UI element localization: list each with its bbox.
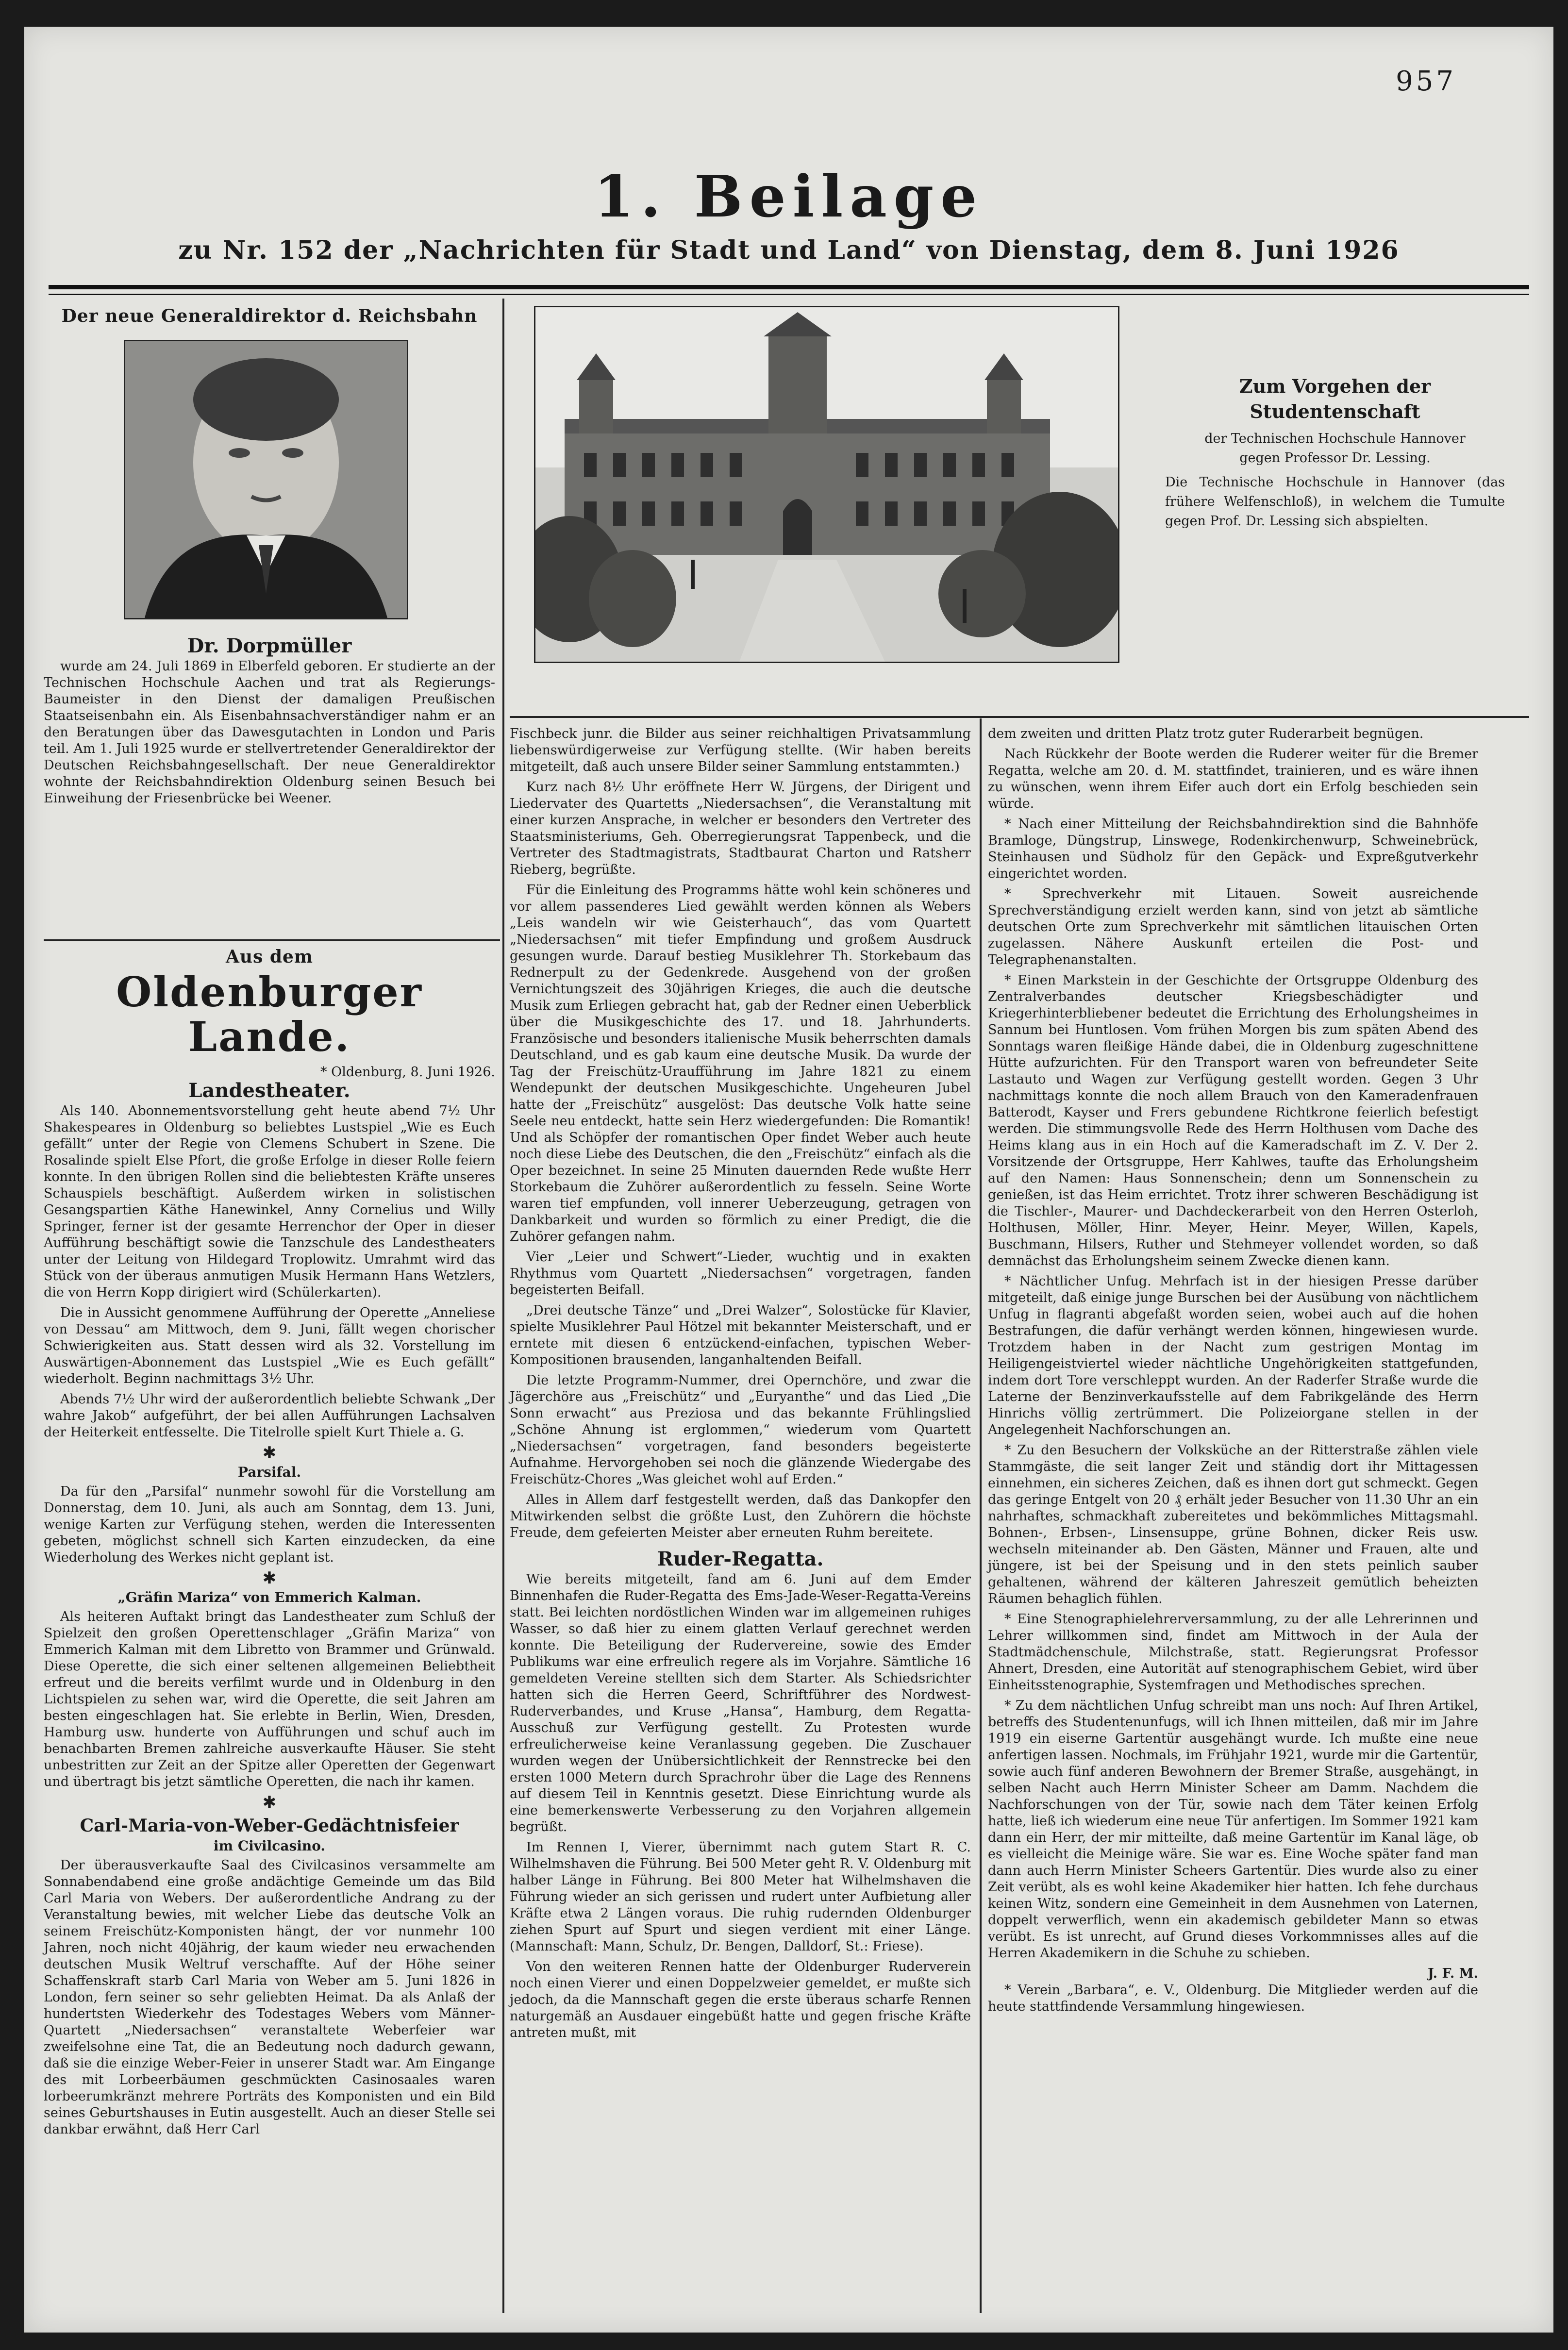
right-paragraph: * Zu den Besuchern der Volksküche an der Ritterstraße zählen viele Stammgäste, die seit langer Zeit und ständig dort ihr Mittagessen einnehmen, ein sicheres Zeichen, daß es ihnen dort gut schmeckt. Gegen das geringe Entgelt von 20 ₰ erhält jeder Besucher von 11.30 Uhr an ein nahrhaftes, schmackhaft zubereitetes und bekömmliches Mittagsmahl. Bohnen-, Erbsen-, Linsensuppe, grüne Bohnen, dicker Reis usw. wechseln miteinander ab. Den Gästen, Männer und Frauen, alte und jüngere, ist bei der Speisung und in den stets peinlich sauber gehaltenen, während der kälteren Jahreszeit gemütlich beheizten Räumen behaglich fühlen. [988,1443,1478,1606]
building-photo [534,306,1119,663]
right-paragraph: * Verein „Barbara“, e. V., Oldenburg. Die Mitglieder werden auf die heute stattfindende Versammlung hingewiesen. [988,1983,1478,2014]
portrait-article [44,631,495,811]
column-divider [980,718,982,2313]
middle-paragraph: Vier „Leier und Schwert“-Lieder, wuchtig und in exakten Rhythmus vom Quartett „Niedersachsen“ vorgetragen, fanden begeisterten Beifall. [510,1250,971,1298]
portrait-photo [124,340,408,619]
right-paragraph: * Nach einer Mitteilung der Reichsbahndirektion sind die Bahnhöfe Bramloge, Düngstrup, Linswege, Rodenkirchenwurp, Schweinebrück, Steinhausen und Südholz für den Gepäck- und Expreßgutverkehr eingerichtet worden. [988,817,1478,881]
photo-caption [1165,374,1505,531]
masthead-title: 1. Beilage [594,163,984,230]
building-image [535,307,1118,662]
masthead-rule [49,285,1529,289]
letter-signature: J. F. M. [1427,1966,1478,1981]
weber-paragraph: Der überausverkaufte Saal des Civilcasinos versammelte am Sonnabendabend eine große andächtige Gemeinde um das Bild Carl Maria von Webers. Der außerordentliche Andrang zu der Veranstaltung bewies, mit welcher Liebe das deutsche Volk an seinem Freischütz-Komponisten hängt, der vor nunmehr 100 Jahren, noch nicht 40jährig, der kaum wieder neu erwachenden deutschen Musik Weltruf verschaffte. Auf der Höhe seiner Schaffenskraft starb Carl Maria von Weber am 5. Juni 1826 in London, fern seiner so sehr geliebten Heimat. Da als Anlaß der hundertsten Wiederkehr des Todestages Webers vom Männer-Quartett „Niedersachsen“ veranstaltete Weberfeier war zweifelsohne eine Tat, die an Bedeutung noch dadurch gewann, daß sie die einzige Weber-Feier in unserer Stadt war. Am Eingange des mit Lorbeerbäumen geschmückten Casinosaales waren lorbeerumkränzt mehrere Porträts des Komponisten und ein Bild seines Geburtshauses in Eutin ausgestellt. Auch an dieser Stelle sei dankbar erwähnt, daß Herr Carl [44,1858,495,2137]
regatta-paragraph: Im Rennen I, Vierer, übernimmt nach gutem Start R. C. Wilhelmshaven die Führung. Bei 500 Meter geht R. V. Oldenburg mit halber Länge in Führung. Bei 800 Meter hat Wilhelmshaven die Führung wieder an sich gerissen und rudert unter Aufbietung aller Kräfte etwa 2 Längen voraus. Die ruhig rudernden Oldenburger ziehen Spurt auf Spurt und siegen verdient mit einer Länge. (Mannschaft: Mann, Schulz, Dr. Bengen, Dalldorf, St.: Friese). [510,1840,971,1954]
page-number: 957 [1396,66,1456,97]
right-paragraph: * Eine Stenographielehrerversammlung, zu der alle Lehrerinnen und Lehrer willkommen sind, findet am Mittwoch in der Aula der Stadtmädchenschule, Milchstraße, statt. Regierungsrat Professor Ahnert, Dresden, eine Autorität auf stenographischem Gebiet, wird über Einheitsstenographie, Systemfragen und Methodisches sprechen. [988,1612,1478,1693]
middle-paragraph: Alles in Allem darf festgestellt werden, daß das Dankopfer den Mitwirkenden selbst die größte Lust, den Zuhörern die höchste Freude, dem gefeierten Meister aber erneuten Ruhm bereitete. [510,1492,971,1540]
right-paragraph: * Sprechverkehr mit Litauen. Soweit ausreichende Sprechverständigung erzielt werden kann, sind von jetzt ab sämtliche deutschen Orte zum Sprechverkehr mit sämtlichen litauischen Orten zugelassen. Nähere Auskunft erteilen die Post- und Telegraphenanstalten. [988,886,1478,967]
weber-heading: Carl-Maria-von-Weber-Gedächtnisfeier [80,1816,459,1836]
masthead-rule-thin [49,294,1529,295]
middle-paragraph: Die letzte Programm-Nummer, drei Opernchöre, und zwar die Jägerchöre aus „Freischütz“ und „Euryanthe“ und das Lied „Die Sonn erwacht“ aus Preziosa und das bekannte Frühlingslied „Schöne Ahnung ist erglommen,“ wiederum vom Quartett „Niedersachsen“ vorgetragen, fand besonders begeisterte Aufnahme. Hervorgehoben sei noch die glänzende Wiedergabe des Freischütz-Chores „Was gleichet wohl auf Erden.“ [510,1373,971,1487]
caption-title: Studentenschaft [1250,400,1420,422]
masthead-subtitle: zu Nr. 152 der „Nachrichten für Stadt und Land“ von Dienstag, dem 8. Juni 1926 [178,235,1400,265]
right-column [988,726,1478,2019]
oldenburg-kicker: Aus dem [225,947,314,967]
caption-title: Zum Vorgehen der [1239,375,1431,397]
section-star: ✱ [262,1793,277,1812]
right-paragraph: * Zu dem nächtlichen Unfug schreibt man uns noch: Auf Ihren Artikel, betreffs des Studentenunfugs, will ich Ihnen mitteilen, daß mir im Jahre 1919 ein eiserne Gartentür ausgehängt wurde. Ich mußte eine neue anfertigen lassen. Nochmals, im Frühjahr 1921, wurde mir die Gartentür, sowie auch fünf anderen Bewohnern der Bremer Straße, ausgehängt, in selben Nacht auch Herrn Minister Scheer am Damm. Nachdem die Nachforschungen von der Tür, sowie nach dem Täter keinen Erfolg hatte, ließ ich wiederum eine neue Tür anfertigen. Im Sommer 1921 kam dann ein Herr, der mir mitteilte, daß meine Gartentür im Kanal läge, ob es vielleicht die Meinige wäre. Sie war es. Eine Woche später fand man dann auch Herrn Minister Scheers Gartentür. Dies wurde also zu einer Zeit verübt, als es wohl keine Akademiker hier hatten. Ich fehe durchaus keinen Witz, sondern eine Gemeinheit in dem Ausnehmen von Laternen, doppelt verwerflich, wenn ein akademisch gebildeter Mann so etwas verübt. Es ist unrecht, auf Grund dieses Vorkommnisses alles auf die Herren Akademikern in die Schuhe zu schieben. [988,1698,1478,1961]
regatta-paragraph: Wie bereits mitgeteilt, fand am 6. Juni auf dem Emder Binnenhafen die Ruder-Regatta des Ems-Jade-Weser-Regatta-Vereins statt. Bei leichten nordöstlichen Winden war im allgemeinen ruhiges Wasser, so daß hier zu einem glatten Verlauf gerechnet werden konnte. Die Beteiligung der Rudervereine, sowie des Emder Publikums war eine erfreulich regere als im Vorjahre. Sämtliche 16 gemeldeten Vereine stellten sich dem Starter. Als Schiedsrichter hatten sich die Herren Geerd, Schriftführer des Nordwest-Ruderverbandes, und Kruse „Hansa“, Hamburg, dem Regatta-Ausschuß zur Verfügung gestellt. Zu Protesten wurde erfreulicherweise keine Veranlassung gegeben. Die Zuschauer wurden wegen der Unübersichtlichkeit der Rennstrecke bei den ersten 1000 Metern durch Sprachrohr über die Lage des Rennens auf diesem Teil in Kenntnis gesetzt. Diese Einrichtung wurde als eine bemerkenswerte Verbesserung zu den Vorjahren allgemein begrüßt. [510,1572,971,1834]
section-star: ✱ [262,1443,277,1463]
newspaper-page [24,27,1553,2333]
portrait-body: wurde am 24. Juli 1869 in Elberfeld geboren. Er studierte an der Technischen Hochschule Aachen und trat als Regierungs-Baumeister in den Dienst der damaligen Preußischen Staatseisenbahn ein. Als Eisenbahnsachverständiger nahm er an den Beratungen über das Dawesgutachten in London und Paris teil. Am 1. Juli 1925 wurde er stellvertretender Generaldirektor der Deutschen Reichsbahngesellschaft. Der neue Generaldirektor wohnte der Reichsbahndirektion Oldenburg seinen Besuch bei Einweihung der Friesenbrücke bei Weener. [44,659,495,806]
middle-paragraph: Fischbeck junr. die Bilder aus seiner reichhaltigen Privatsammlung liebenswürdigerweise zur Verfügung stellte. (Wir haben bereits mitgeteilt, daß auch unsere Bilder seiner Sammlung entstammten.) [510,726,971,774]
parsifal-heading: Parsifal. [237,1464,301,1480]
column-divider [502,299,504,2313]
caption-line: gegen Professor Dr. Lessing. [1239,450,1431,466]
theater-paragraph: Abends 7½ Uhr wird der außerordentlich beliebte Schwank „Der wahre Jakob“ aufgeführt, der bei allen Aufführungen Lachsalven der Heiterkeit entfesselte. Die Titelrolle spielt Kurt Thiele a. G. [44,1392,495,1440]
oldenburg-title: Oldenburger Lande. [116,968,423,1061]
theater-paragraph: Die in Aussicht genommene Aufführung der Operette „Anneliese von Dessau“ am Mittwoch, dem 9. Juni, fällt wegen chorischer Schwierigkeiten aus. Statt dessen wird als 32. Vorstellung im Auswärtigen-Abonnement das Lustspiel „Wie es Euch gefällt“ wiederholt. Beginn nachmittags 3½ Uhr. [44,1305,495,1386]
portrait-image [125,341,407,618]
portrait-header-wrap [44,306,495,329]
caption-text: Die Technische Hochschule in Hannover (das frühere Welfenschloß), in welchem die Tumulte gegen Prof. Dr. Lessing sich abspielten. [1165,475,1505,529]
oldenburg-section [44,947,495,2142]
section-divider [44,939,500,941]
middle-paragraph: Für die Einleitung des Programms hätte wohl kein schöneres und vor allem passenderes Lied gewählt werden können als Webers „Leis wandeln wir wie Geisterhauch“, das vom Quartett „Niedersachsen“ mit tiefer Empfindung und großem Ausdruck gesungen wurde. Darauf bestieg Musiklehrer Th. Storkebaum das Rednerpult zu der Gedenkrede. Ausgehend von der großen Vernichtungszeit des 30jährigen Krieges, die auch die deutsche Musik zum Erliegen gebracht hat, gab der Redner einen Ueberblick über die Musikgeschichte des 17. und 18. Jahrhunderts. Französische und besonders italienische Musik beherrschten damals Deutschland, und es gab kaum eine deutsche Musik. Da wurde der Tag der Freischütz-Uraufführung im Jahre 1821 zu einem Wendepunkt der deutschen Musikgeschichte. Ungeheuren Jubel hatte der „Freischütz“ ausgelöst: Das deutsche Volk hatte seine Seele neu entdeckt, hatte sein Herz wiedergefunden: Die Romantik! Und als Schöpfer der romantischen Oper findet Weber auch heute noch diese Liebe des Deutschen, die den „Freischütz“ einfach als die Oper bezeichnet. In seine 25 Minuten dauernden Rede wußte Herr Storkebaum die Zuhörer außerordentlich zu fesseln. Seine Worte waren tief empfunden, voll innerer Ueberzeugung, getragen von Dankbarkeit und wurden so förmlich zu einer Predigt, die die Zuhörer gefangen nahm. [510,883,971,1244]
section-divider [510,716,1529,718]
theater-heading: Landestheater. [188,1079,350,1102]
middle-paragraph: Kurz nach 8½ Uhr eröffnete Herr W. Jürgens, der Dirigent und Liedervater des Quartetts „Niedersachsen“, die Veranstaltung mit einer kurzen Ansprache, in welcher er besonders den Vertreter des Staatsministeriums, Geh. Oberregierungsrat Tappenbeck, und die Vertreter des Stadtmagistrats, Stadtbaurat Charton und Ratsherr Rieberg, begrüßte. [510,780,971,877]
portrait-header: Der neue Generaldirektor d. Reichsbahn [61,306,478,326]
maritza-heading: „Gräfin Mariza“ von Emmerich Kalman. [117,1589,421,1605]
section-star: ✱ [262,1568,277,1588]
caption-line: der Technischen Hochschule Hannover [1204,431,1466,446]
parsifal-paragraph: Da für den „Parsifal“ nunmehr sowohl für die Vorstellung am Donnerstag, dem 10. Juni, als auch am Sonntag, dem 13. Juni, wenige Karten zur Verfügung stehen, werden die Interessenten gebeten, möglichst schnell sich Karten einzudecken, da eine Wiederholung des Werkes nicht geplant ist. [44,1484,495,1565]
middle-column [510,726,971,2045]
maritza-paragraph: Als heiteren Auftakt bringt das Landestheater zum Schluß der Spielzeit den großen Operettenschlager „Gräfin Mariza“ von Emmerich Kalman mit dem Libretto von Brammer und Grünwald. Diese Operette, die sich einer seltenen allgemeinen Beliebtheit erfreut und die bereits verfilmt wurde und in Oldenburg in den Lichtspielen zu sehen war, wird die Operette, die seit Jahren am besten eingeschlagen hat. Sie erlebte in Berlin, Wien, Dresden, Hamburg usw. hunderte von Aufführungen und schuf auch im benachbarten Bremen zahlreiche ausverkaufte Häuser. Sie steht unbestritten zur Zeit an der Spitze aller Operetten der Gegenwart und übertragt bis jetzt sämtliche Operetten, die nach ihr kamen. [44,1609,495,1789]
oldenburg-dateline: * Oldenburg, 8. Juni 1926. [320,1065,495,1080]
right-paragraph: dem zweiten und dritten Platz trotz guter Ruderarbeit begnügen. [988,726,1424,741]
right-paragraph: * Nächtlicher Unfug. Mehrfach ist in der hiesigen Presse darüber mitgeteilt, daß einige junge Burschen bei der Ausübung von nächtlichem Unfug in flagranti abgefaßt worden seien, wobei auch auf die hohen Bestrafungen, die dafür verhängt werden können, hingewiesen wurde. Trotzdem haben in der Nacht zum gestrigen Montag im Heiligengeistviertel wieder nächtliche Ungehörigkeiten stattgefunden, indem dort Tore verschleppt wurden. An der Raderfer Straße wurde die Laterne der Benzinverkaufsstelle auf dem Fabrikgelände des Herrn Hinrichs völlig zertrümmert. Die Polizeiorgane stellen in der Angelegenheit Nachforschungen an. [988,1274,1478,1437]
middle-paragraph: „Drei deutsche Tänze“ und „Drei Walzer“, Solostücke für Klavier, spielte Musiklehrer Paul Hötzel mit bekannter Meisterschaft, und er erntete mit diesen 6 entzückend-einfachen, typischen Weber-Kompositionen brausenden, langanhaltenden Beifall. [510,1303,971,1367]
theater-paragraph: Als 140. Abonnementsvorstellung geht heute abend 7½ Uhr Shakespeares in Oldenburg so beliebtes Lustspiel „Wie es Euch gefällt“ unter der Regie von Clemens Schubert in Szene. Die Rosalinde spielt Else Pfort, die große Erfolge in dieser Rolle feiern konnte. In den übrigen Rollen sind die beliebtesten Kräfte unseres Schauspiels beschäftigt. Außerdem wirken in solistischen Gesangspartien Käthe Hanewinkel, Anny Cornelius und Willy Springer, ferner ist der gesamte Herrenchor der Oper in dieser Aufführung beschäftigt sowie die Tanzschule des Landestheaters unter der Leitung von Hildegard Troplowitz. Umrahmt wird das Stück von der überaus anmutigen Musik Hermann Hans Wetzlers, die von Herrn Kopp dirigiert wird (Schülerkarten). [44,1103,495,1300]
regatta-paragraph: Von den weiteren Rennen hatte der Oldenburger Ruderverein noch einen Vierer und einen Doppelzweier gemeldet, er mußte sich jedoch, da die Mannschaft gegen die erste überaus scharfe Rennen naturgemäß an Ausdauer eingebüßt hatte und gegen frische Kräfte antreten mußt, mit [510,1959,971,2040]
regatta-heading: Ruder-Regatta. [657,1548,824,1570]
weber-subheading: im Civilcasino. [213,1838,326,1854]
portrait-name: Dr. Dorpmüller [187,634,352,657]
right-paragraph: * Einen Markstein in der Geschichte der Ortsgruppe Oldenburg des Zentralverbandes deutscher Kriegsbeschädigter und Kriegerhinterbliebener bedeutet die Errichtung des Erholungsheimes in Sannum bei Huntlosen. Vom frühen Morgen bis zum späten Abend des Sonntags waren fleißige Hände dabei, die in Oldenburg zugeschnittene Hütte aufzurichten. Für den Transport waren von befreundeter Seite Lastauto und Wagen zur Verfügung gestellt worden. Gegen 3 Uhr nachmittags konnte die noch allem Brauch von den Kameradenfrauen Batterodt, Kayser und Frers gebundene Richtkrone feierlich befestigt werden. Die stimmungsvolle Rede des Herrn Holthusen vom Dache des Heims klang aus in ein Hoch auf die Kameradschaft im Z. V. Der 2. Vorsitzende der Ortsgruppe, Herr Kahlwes, taufte das Erholungsheim auf den Namen: Haus Sonnenschein; denn um Sonnenschein zu genießen, ist das Heim errichtet. Trotz ihrer schweren Beschädigung ist die Tischler-, Maurer- und Dachdeckerarbeit von den Herren Osterloh, Holthusen, Möller, Hinr. Meyer, Heinr. Meyer, Willen, Kapels, Buschmann, Hilsers, Ruther und Stehmeyer vollendet worden, so daß demnächst das Erholungsheim seinem Zwecke dienen kann. [988,973,1478,1268]
right-paragraph: Nach Rückkehr der Boote werden die Ruderer weiter für die Bremer Regatta, welche am 20. d. M. stattfindet, trainieren, und es wäre ihnen zu wünschen, wenn ihrem Eifer auch dort ein Erfolg beschieden sein würde. [988,747,1478,811]
